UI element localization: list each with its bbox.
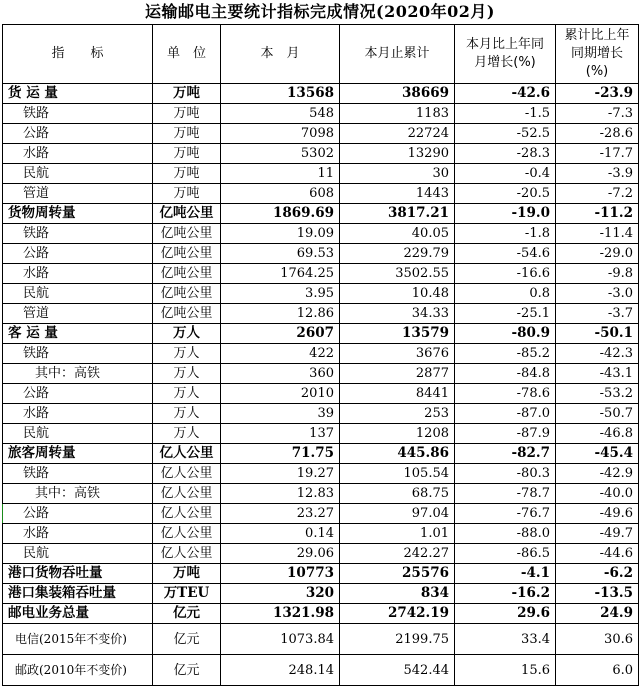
row-name: 其中：高铁 (3, 364, 153, 384)
row-unit: 亿元 (153, 655, 221, 686)
row-unit: 万吨 (153, 564, 221, 584)
row-month-yoy: -1.8 (455, 224, 556, 244)
row-name: 铁路 (3, 464, 153, 484)
table-row (3, 464, 639, 484)
row-cumulative: 13290 (340, 144, 455, 164)
row-month-yoy: -4.1 (455, 564, 556, 584)
row-cumulative: 105.54 (340, 464, 455, 484)
row-cumulative: 445.86 (340, 444, 455, 464)
row-month: 11 (221, 164, 340, 184)
row-cum-yoy: -43.1 (556, 364, 639, 384)
row-unit: 亿人公里 (153, 464, 221, 484)
row-cumulative: 834 (340, 584, 455, 604)
row-name: 公路 (3, 244, 153, 264)
row-cum-yoy: -45.4 (556, 444, 639, 464)
row-cum-yoy: -28.6 (556, 124, 639, 144)
row-month: 248.14 (221, 655, 340, 686)
row-cumulative: 229.79 (340, 244, 455, 264)
header-this-month: 本 月 (221, 25, 340, 84)
row-name: 公路 (3, 384, 153, 404)
row-month-yoy: -76.7 (455, 504, 556, 524)
row-cumulative: 13579 (340, 324, 455, 344)
row-month: 12.86 (221, 304, 340, 324)
table-row (3, 564, 639, 584)
table-row (3, 124, 639, 144)
row-cum-yoy: -49.7 (556, 524, 639, 544)
row-unit: 万吨 (153, 124, 221, 144)
row-month: 71.75 (221, 444, 340, 464)
row-month: 39 (221, 404, 340, 424)
row-cum-yoy: 6.0 (556, 655, 639, 686)
header-cum-yoy: 累计比上年同期增长(%) (556, 25, 639, 84)
row-month: 10773 (221, 564, 340, 584)
row-unit: 亿吨公里 (153, 284, 221, 304)
row-month-yoy: -84.8 (455, 364, 556, 384)
header-row (3, 25, 639, 84)
row-unit: 亿吨公里 (153, 224, 221, 244)
row-name: 其中：高铁 (3, 484, 153, 504)
row-cumulative: 34.33 (340, 304, 455, 324)
table-row (3, 604, 639, 624)
row-month-yoy: -82.7 (455, 444, 556, 464)
row-name: 民航 (3, 284, 153, 304)
row-month-yoy: -52.5 (455, 124, 556, 144)
table-row (3, 544, 639, 564)
row-name: 电信(2015年不变价) (3, 624, 153, 655)
row-month: 19.09 (221, 224, 340, 244)
row-month-yoy: -28.3 (455, 144, 556, 164)
row-cum-yoy: -50.1 (556, 324, 639, 344)
row-cumulative: 3817.21 (340, 204, 455, 224)
row-unit: 亿人公里 (153, 484, 221, 504)
row-month-yoy: -1.5 (455, 104, 556, 124)
header-cumulative: 本月止累计 (340, 25, 455, 84)
row-cumulative: 253 (340, 404, 455, 424)
row-name: 水路 (3, 404, 153, 424)
row-unit: 万人 (153, 424, 221, 444)
table-row (3, 264, 639, 284)
row-name: 民航 (3, 164, 153, 184)
row-name: 货 运 量 (3, 84, 153, 104)
row-cumulative: 3502.55 (340, 264, 455, 284)
table-row (3, 655, 639, 686)
row-month: 1764.25 (221, 264, 340, 284)
row-month: 7098 (221, 124, 340, 144)
row-month: 2010 (221, 384, 340, 404)
row-unit: 亿吨公里 (153, 204, 221, 224)
row-cum-yoy: -7.3 (556, 104, 639, 124)
row-month: 608 (221, 184, 340, 204)
row-month-yoy: -54.6 (455, 244, 556, 264)
row-cumulative: 2877 (340, 364, 455, 384)
table-row (3, 384, 639, 404)
row-name: 公路 (3, 124, 153, 144)
row-cum-yoy: -11.2 (556, 204, 639, 224)
table-row (3, 484, 639, 504)
row-month-yoy: 15.6 (455, 655, 556, 686)
row-month-yoy: -19.0 (455, 204, 556, 224)
row-cumulative: 97.04 (340, 504, 455, 524)
row-month: 360 (221, 364, 340, 384)
row-name: 铁路 (3, 344, 153, 364)
row-cum-yoy: -7.2 (556, 184, 639, 204)
table-row (3, 584, 639, 604)
row-unit: 亿元 (153, 604, 221, 624)
row-month-yoy: -16.6 (455, 264, 556, 284)
row-cum-yoy: 24.9 (556, 604, 639, 624)
row-name: 旅客周转量 (3, 444, 153, 464)
row-month-yoy: -85.2 (455, 344, 556, 364)
row-month: 69.53 (221, 244, 340, 264)
row-month-yoy: -20.5 (455, 184, 556, 204)
row-cum-yoy: -3.7 (556, 304, 639, 324)
row-unit: 亿人公里 (153, 504, 221, 524)
row-name: 公路 (3, 504, 153, 524)
row-cumulative: 22724 (340, 124, 455, 144)
row-unit: 万吨 (153, 84, 221, 104)
row-cumulative: 542.44 (340, 655, 455, 686)
row-unit: 亿吨公里 (153, 264, 221, 284)
row-month-yoy: 29.6 (455, 604, 556, 624)
stats-table (2, 24, 639, 686)
row-cum-yoy: -9.8 (556, 264, 639, 284)
row-month-yoy: -78.7 (455, 484, 556, 504)
row-month: 13568 (221, 84, 340, 104)
row-cumulative: 1.01 (340, 524, 455, 544)
table-row (3, 164, 639, 184)
row-month: 5302 (221, 144, 340, 164)
table-row (3, 344, 639, 364)
row-month: 320 (221, 584, 340, 604)
row-name: 管道 (3, 304, 153, 324)
row-name: 管道 (3, 184, 153, 204)
row-month: 548 (221, 104, 340, 124)
row-cum-yoy: 30.6 (556, 624, 639, 655)
row-month-yoy: -88.0 (455, 524, 556, 544)
row-cum-yoy: -44.6 (556, 544, 639, 564)
table-row (3, 304, 639, 324)
row-name: 水路 (3, 524, 153, 544)
row-cum-yoy: -46.8 (556, 424, 639, 444)
table-row (3, 104, 639, 124)
row-unit: 万TEU (153, 584, 221, 604)
row-cumulative: 8441 (340, 384, 455, 404)
row-unit: 万人 (153, 364, 221, 384)
row-cumulative: 1183 (340, 104, 455, 124)
row-cum-yoy: -23.9 (556, 84, 639, 104)
table-row (3, 284, 639, 304)
row-name: 水路 (3, 264, 153, 284)
row-month-yoy: -16.2 (455, 584, 556, 604)
table-row (3, 444, 639, 464)
row-month: 137 (221, 424, 340, 444)
row-month: 19.27 (221, 464, 340, 484)
row-cum-yoy: -29.0 (556, 244, 639, 264)
header-unit: 单 位 (153, 25, 221, 84)
row-name: 水路 (3, 144, 153, 164)
row-cumulative: 1208 (340, 424, 455, 444)
row-cum-yoy: -11.4 (556, 224, 639, 244)
table-row (3, 364, 639, 384)
row-cum-yoy: -50.7 (556, 404, 639, 424)
row-unit: 亿人公里 (153, 524, 221, 544)
row-cum-yoy: -40.0 (556, 484, 639, 504)
row-cum-yoy: -42.3 (556, 344, 639, 364)
row-unit: 亿吨公里 (153, 304, 221, 324)
row-cum-yoy: -6.2 (556, 564, 639, 584)
row-name: 邮电业务总量 (3, 604, 153, 624)
row-unit: 万人 (153, 404, 221, 424)
row-cum-yoy: -3.9 (556, 164, 639, 184)
row-cum-yoy: -42.9 (556, 464, 639, 484)
row-month-yoy: -86.5 (455, 544, 556, 564)
row-month-yoy: 0.8 (455, 284, 556, 304)
row-name: 铁路 (3, 224, 153, 244)
row-name: 民航 (3, 544, 153, 564)
row-month: 3.95 (221, 284, 340, 304)
row-month: 1073.84 (221, 624, 340, 655)
row-month-yoy: -25.1 (455, 304, 556, 324)
row-month: 29.06 (221, 544, 340, 564)
row-cum-yoy: -13.5 (556, 584, 639, 604)
row-cumulative: 3676 (340, 344, 455, 364)
row-cumulative: 38669 (340, 84, 455, 104)
row-month: 2607 (221, 324, 340, 344)
table-row (3, 184, 639, 204)
row-name: 民航 (3, 424, 153, 444)
row-unit: 亿人公里 (153, 544, 221, 564)
row-cumulative: 25576 (340, 564, 455, 584)
row-unit: 亿吨公里 (153, 244, 221, 264)
row-month: 23.27 (221, 504, 340, 524)
row-month-yoy: -0.4 (455, 164, 556, 184)
sheet-title: 运输邮电主要统计指标完成情况(2020年02月) (145, 2, 495, 21)
row-month: 1321.98 (221, 604, 340, 624)
table-row (3, 624, 639, 655)
row-cum-yoy: -49.6 (556, 504, 639, 524)
table-row (3, 504, 639, 524)
row-cumulative: 30 (340, 164, 455, 184)
row-unit: 万人 (153, 384, 221, 404)
row-month-yoy: 33.4 (455, 624, 556, 655)
header-indicator: 指 标 (3, 25, 153, 84)
row-unit: 万吨 (153, 144, 221, 164)
row-cumulative: 2742.19 (340, 604, 455, 624)
row-cumulative: 242.27 (340, 544, 455, 564)
row-name: 邮政(2010年不变价) (3, 655, 153, 686)
row-unit: 亿元 (153, 624, 221, 655)
row-name: 铁路 (3, 104, 153, 124)
row-month: 1869.69 (221, 204, 340, 224)
row-unit: 万人 (153, 324, 221, 344)
header-month-yoy: 本月比上年同月增长(%) (455, 25, 556, 84)
row-unit: 万吨 (153, 184, 221, 204)
table-row (3, 224, 639, 244)
row-month: 12.83 (221, 484, 340, 504)
row-cumulative: 68.75 (340, 484, 455, 504)
row-name: 港口货物吞吐量 (3, 564, 153, 584)
table-row (3, 404, 639, 424)
row-unit: 亿人公里 (153, 444, 221, 464)
row-unit: 万吨 (153, 104, 221, 124)
row-month-yoy: -78.6 (455, 384, 556, 404)
row-month: 422 (221, 344, 340, 364)
row-cum-yoy: -53.2 (556, 384, 639, 404)
row-month-yoy: -87.9 (455, 424, 556, 444)
row-month-yoy: -87.0 (455, 404, 556, 424)
row-cumulative: 1443 (340, 184, 455, 204)
row-cumulative: 2199.75 (340, 624, 455, 655)
table-row (3, 144, 639, 164)
table-row (3, 244, 639, 264)
table-row (3, 324, 639, 344)
row-month-yoy: -80.9 (455, 324, 556, 344)
row-cumulative: 10.48 (340, 284, 455, 304)
row-cum-yoy: -17.7 (556, 144, 639, 164)
row-unit: 万人 (153, 344, 221, 364)
table-row (3, 204, 639, 224)
row-cum-yoy: -3.0 (556, 284, 639, 304)
table-row (3, 424, 639, 444)
row-name: 客 运 量 (3, 324, 153, 344)
row-name: 港口集装箱吞吐量 (3, 584, 153, 604)
table-row (3, 84, 639, 104)
row-cumulative: 40.05 (340, 224, 455, 244)
row-name: 货物周转量 (3, 204, 153, 224)
row-unit: 万吨 (153, 164, 221, 184)
row-month-yoy: -80.3 (455, 464, 556, 484)
row-month-yoy: -42.6 (455, 84, 556, 104)
row-month: 0.14 (221, 524, 340, 544)
table-row (3, 524, 639, 544)
